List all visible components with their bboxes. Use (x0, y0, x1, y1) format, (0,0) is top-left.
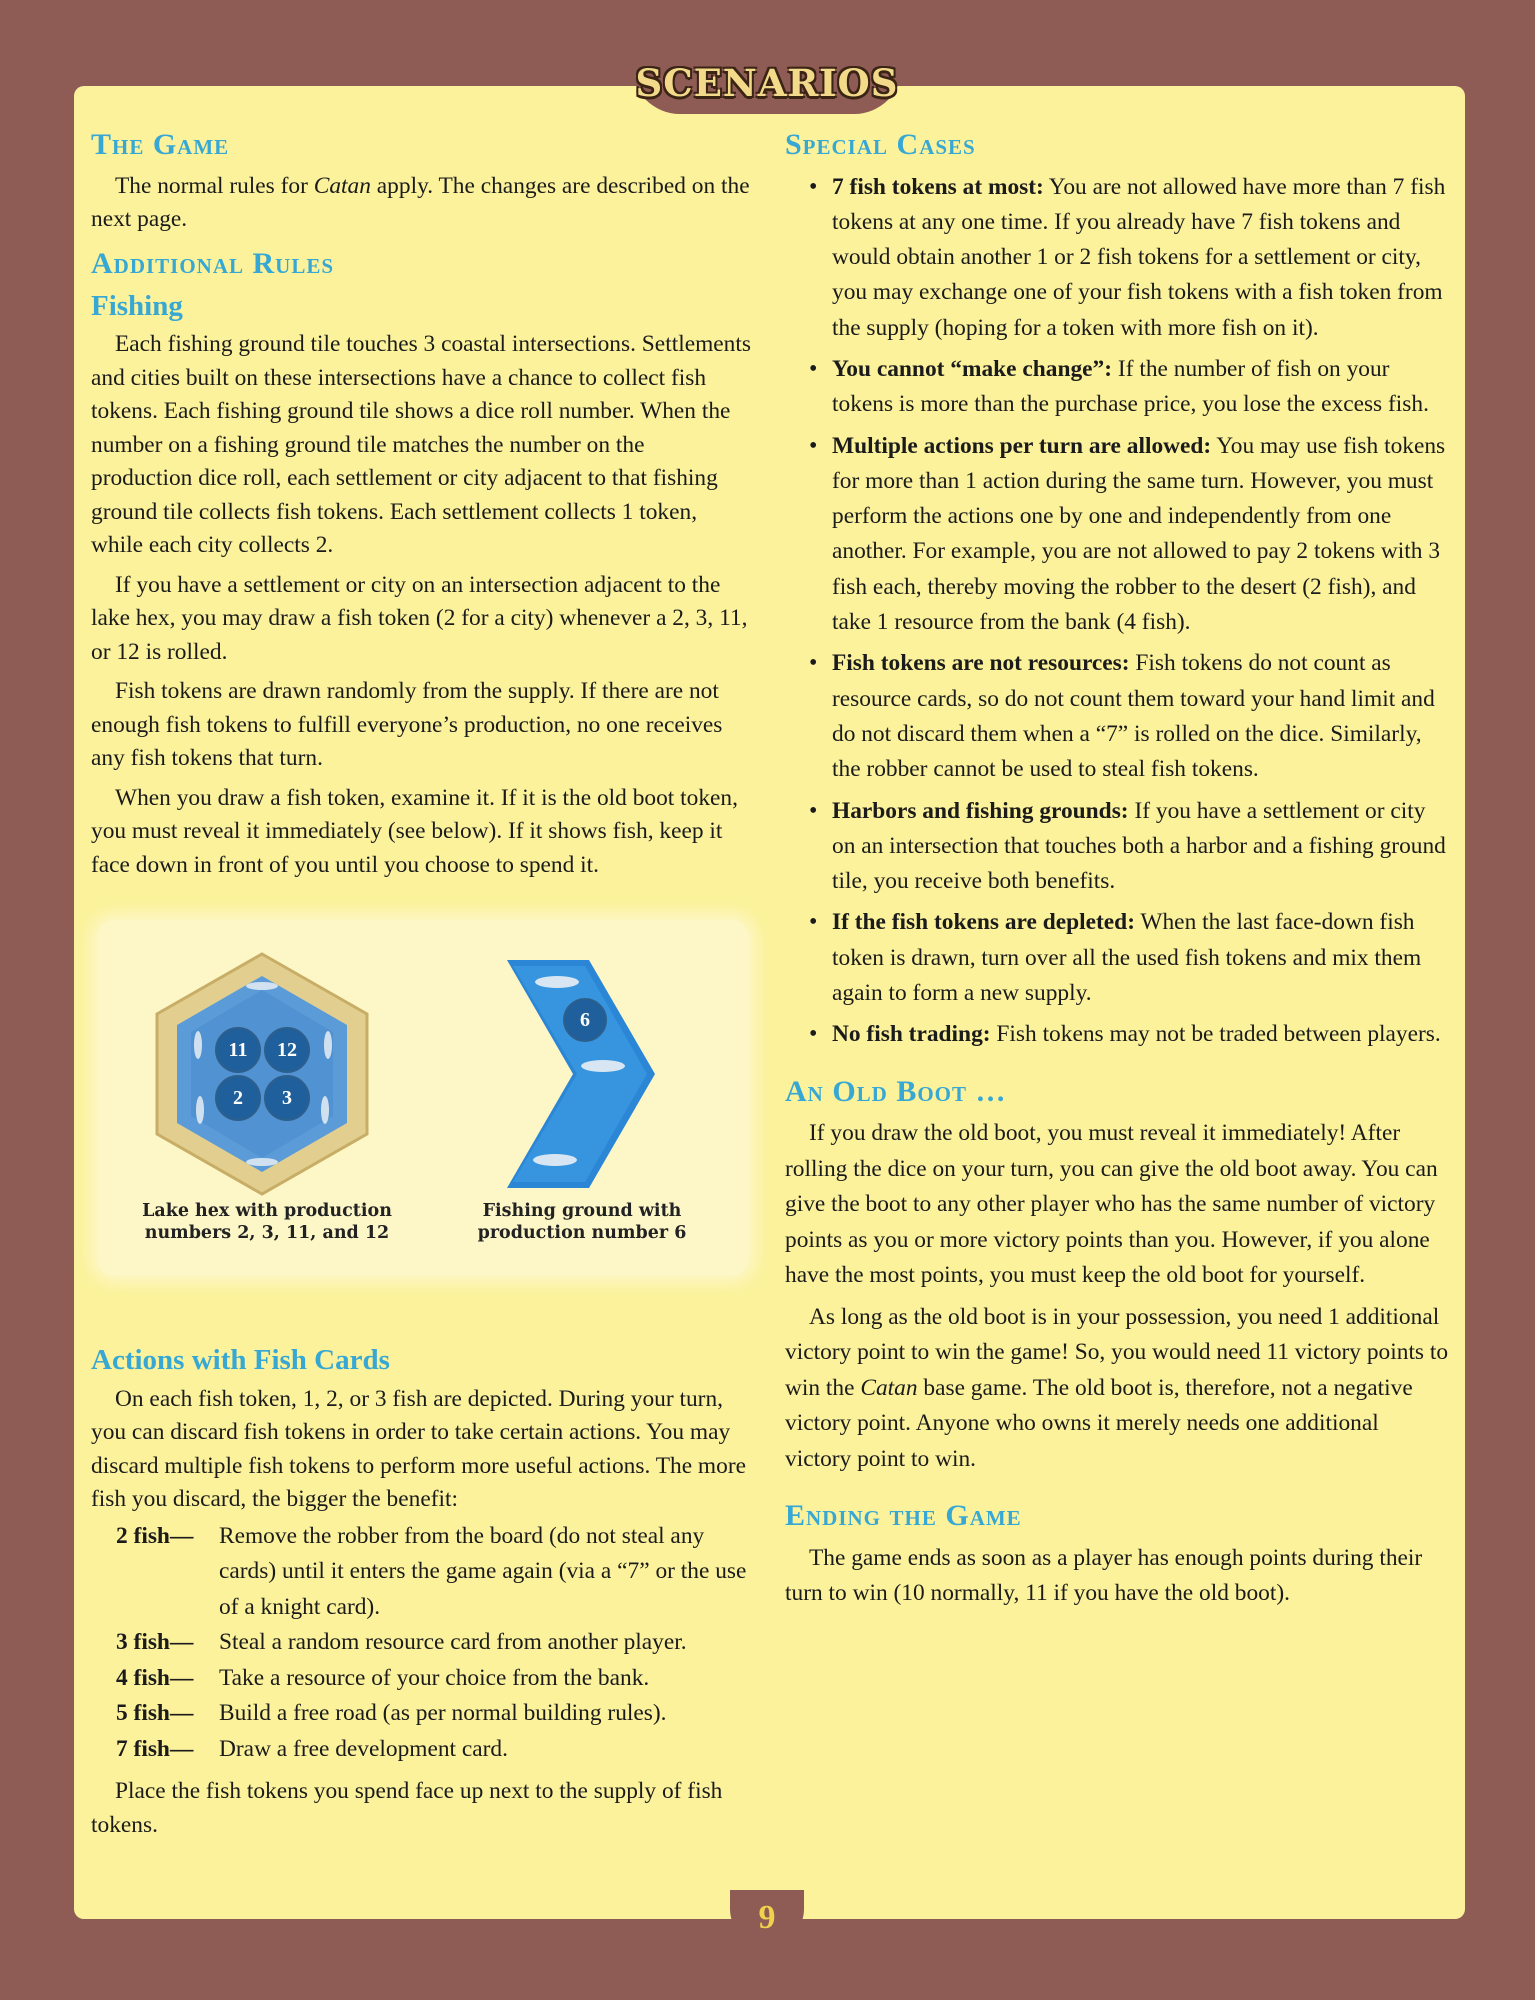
the-game-heading: The Game (91, 128, 230, 161)
left-column (91, 126, 751, 1848)
the-game-text: The normal rules for Catan apply. The changes are described on the next page. (91, 172, 750, 232)
actions-intro: On each fish token, 1, 2, or 3 fish are depicted. During your turn, you can discard fish tokens in order to take certain actions. You may discard multiple fish tokens to perform more useful actions. The more fish you discard, the bigger the benefit: (91, 1385, 746, 1512)
ending-paragraph: The game ends as soon as a player has enough points during their turn to win (10 normally, 11 if you have the old boot). (785, 1544, 1423, 1607)
old-boot-paragraph-1: If you draw the old boot, you must reveal it immediately! After rolling the dice on your turn, you can give the old boot away. You can give the boot to any other player who has the same number of victory points as you or more victory points than you. However, if you alone have the most points, you must keep the old boot for yourself. (785, 1120, 1438, 1289)
special-case-item: • Multiple actions per turn are allowed: You may use fish tokens for more than 1 action during the same turn. However, you must perform the actions one by one and independently from one another. For example, you are not allowed to pay 2 tokens with 3 fish each, thereby moving the robber to the desert (2 fish), and take 1 resource from the bank (4 fish). (785, 429, 1450, 641)
page-number: 9 (758, 1899, 776, 1936)
fish-action-item: 2 fish— Remove the robber from the board (do not steal any cards) until it enters the game again (via a “7” or the use of a knight card). (116, 1522, 747, 1620)
additional-rules-heading: Additional Rules (91, 246, 335, 280)
fishing-paragraph-2: If you have a settlement or city on an intersection adjacent to the lake hex, you may draw a fish token (2 for a city) whenever a 2, 3, 11, or 12 is rolled. (91, 571, 748, 665)
right-column (785, 126, 1450, 1618)
actions-heading: Actions with Fish Cards (91, 1344, 390, 1377)
special-case-item: • 7 fish tokens at most: You are not allowed have more than 7 fish tokens at any one time. If you already have 7 fish tokens and would obtain another 1 or 2 fish tokens for a settlement or city, you may exchange one of your fish tokens with a fish token from the supply (hoping for a token with more fish on it). (785, 170, 1450, 346)
lake-number-12: 12 (277, 1039, 297, 1062)
lake-hex-image (153, 950, 371, 1198)
tile-illustration (97, 920, 749, 1276)
special-case-item: • You cannot “make change”: If the number of fish on your tokens is more than the purchase price, you lose the excess fish. (785, 352, 1450, 423)
fish-action-item: 5 fish— Build a free road (as per normal building rules). (116, 1700, 667, 1726)
ending-heading: Ending the Game (785, 1499, 1022, 1533)
fish-action-item: 4 fish— Take a resource of your choice from the bank. (116, 1664, 650, 1691)
fishing-ground-image (507, 960, 657, 1188)
fishing-ground-number: 6 (580, 1009, 590, 1032)
fishing-ground-caption: Fishing ground with production number 6 (477, 1201, 687, 1244)
lake-number-11: 11 (228, 1039, 248, 1062)
special-case-item: • Fish tokens are not resources: Fish tokens do not count as resource cards, so do not count them toward your hand limit and do not discard them when a “7” is rolled on the dice. Similarly, the robber cannot be used to steal fish tokens. (785, 646, 1450, 787)
fish-action-item: 3 fish— Steal a random resource card from another player. (116, 1629, 687, 1655)
section-title: SCENARIOS (635, 61, 899, 105)
lake-number-2: 2 (233, 1087, 243, 1110)
lake-caption: Lake hex with production numbers 2, 3, 11, and 12 (142, 1201, 392, 1244)
special-cases-heading: Special Cases (785, 128, 976, 161)
fishing-heading: Fishing (91, 290, 183, 322)
special-case-item: • If the fish tokens are depleted: When the last face-down fish token is drawn, turn over all the used fish tokens and mix them again to form a new supply. (785, 905, 1450, 1011)
fishing-paragraph-1: Each fishing ground tile touches 3 coastal intersections. Settlements and cities built on these intersections have a chance to collect fish tokens. Each fishing ground tile shows a dice roll number. When the number on a fishing ground tile matches the number on the production dice roll, each settlement or city adjacent to that fishing ground tile collects fish tokens. Each settlement collects 1 token, while each city collects 2. (91, 331, 751, 559)
old-boot-paragraph-2: As long as the old boot is in your possession, you need 1 additional victory point to win the game! So, you would need 11 victory points to win the Catan base game. The old boot is, therefore, not a negative victory point. Anyone who owns it merely needs one additional victory point to win. (785, 1303, 1449, 1472)
fishing-paragraph-3: Fish tokens are drawn randomly from the supply. If there are not enough fish tokens to fulfill everyone’s production, no one receives any fish tokens that turn. (91, 678, 723, 772)
actions-closing: Place the fish tokens you spend face up next to the supply of fish tokens. (91, 1778, 723, 1838)
fish-action-list (91, 1519, 751, 1768)
special-case-item: • Harbors and fishing grounds: If you have a settlement or city on an intersection that touches both a harbor and a fishing ground tile, you receive both benefits. (785, 794, 1450, 900)
page-number-tab (730, 1890, 804, 1946)
fishing-paragraph-4: When you draw a fish token, examine it. If it is the old boot token, you must reveal it immediately (see below). If it shows fish, keep it face down in front of you until you choose to spend it. (91, 784, 738, 878)
special-cases-list (785, 170, 1450, 1053)
special-case-item: • No fish trading: Fish tokens may not be traded between players. (785, 1017, 1450, 1052)
old-boot-heading: An Old Boot … (785, 1074, 1007, 1108)
fish-action-item: 7 fish— Draw a free development card. (116, 1735, 508, 1762)
lake-number-3: 3 (282, 1087, 292, 1110)
header-tab (632, 52, 902, 114)
